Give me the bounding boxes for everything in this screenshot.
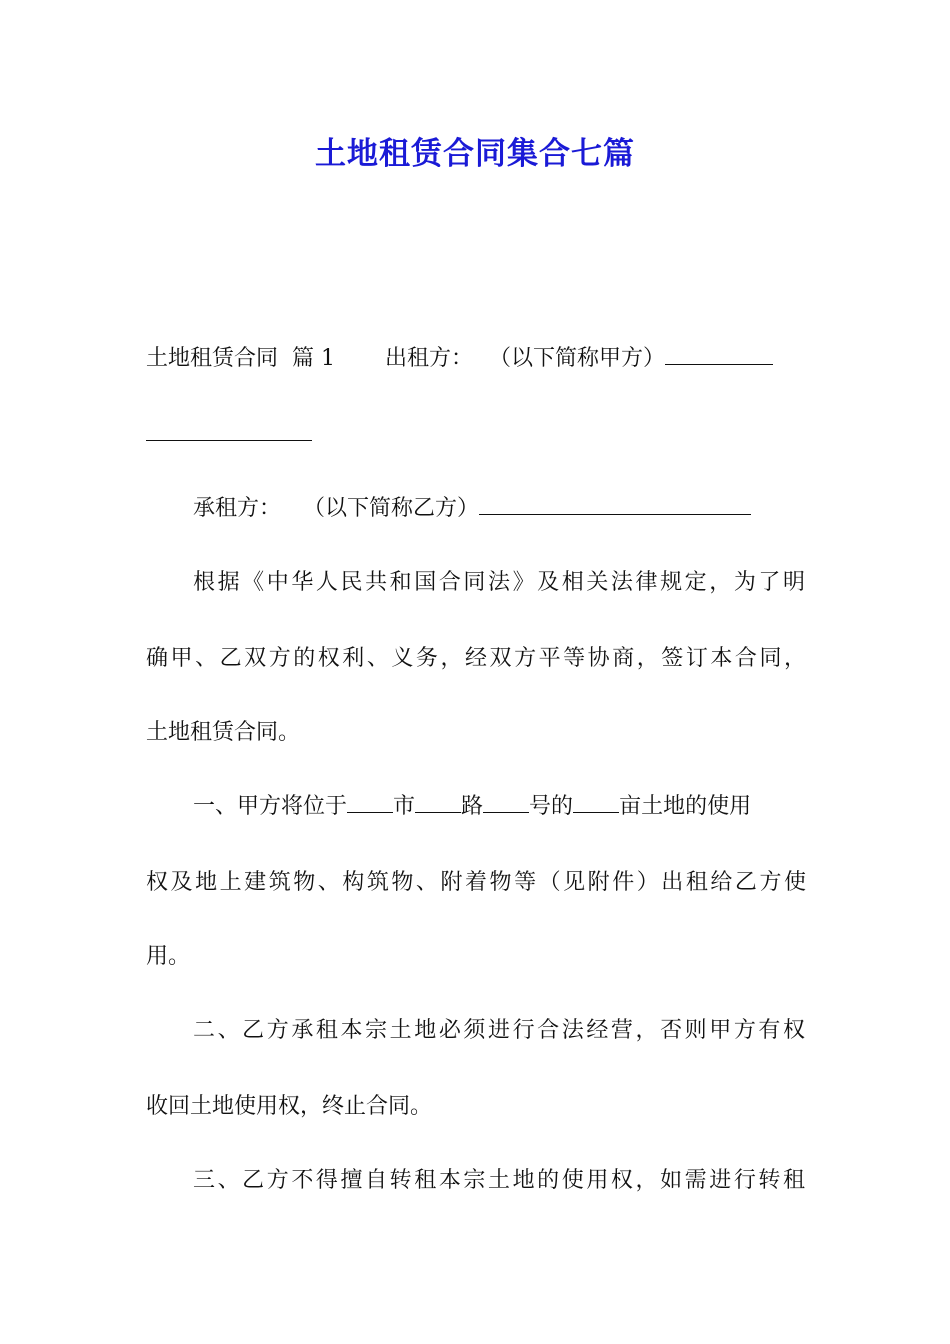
intro-line-1: 根据《中华人民共和国合同法》及相关法律规定，为了明 <box>193 570 805 595</box>
contract-header-line <box>146 344 806 374</box>
clause-1-part-c: 路 <box>461 794 484 819</box>
lessee-line <box>193 494 805 524</box>
road-blank <box>415 792 461 813</box>
clause-2-line-2: 收回土地使用权，终止合同。 <box>146 1094 433 1119</box>
clause-1-part-e: 亩土地的使用 <box>619 794 752 819</box>
lessee-label: 承租方： <box>193 496 282 521</box>
clause-1-part-d: 号的 <box>529 794 574 819</box>
number-blank <box>483 792 529 813</box>
intro-line-3: 土地租赁合同。 <box>146 720 301 745</box>
clause-1-line-3: 用。 <box>146 944 191 969</box>
lessor-name-blank <box>665 344 773 365</box>
section-title: 土地租赁合同 <box>146 346 279 371</box>
clause-1-part-b: 市 <box>393 794 416 819</box>
lessor-name-blank-2 <box>146 420 312 441</box>
area-blank <box>573 792 619 813</box>
lessor-name-blank-continued <box>146 420 806 450</box>
clause-2-line-1: 二、乙方承租本宗土地必须进行合法经营，否则甲方有权 <box>193 1018 805 1043</box>
lessor-note: （以下简称甲方） <box>489 346 666 371</box>
lessee-note: （以下简称乙方） <box>303 496 480 521</box>
intro-line-2: 确甲、乙双方的权利、义务，经双方平等协商，签订本合同， <box>146 646 806 671</box>
lessee-name-blank <box>479 494 751 515</box>
city-blank <box>347 792 393 813</box>
clause-1-line-2: 权及地上建筑物、构筑物、附着物等（见附件）出租给乙方使 <box>146 870 806 895</box>
clause-1-part-a: 一、甲方将位于 <box>193 794 348 819</box>
clause-3-line-1: 三、乙方不得擅自转租本宗土地的使用权，如需进行转租 <box>193 1168 805 1193</box>
lessor-label: 出租方： <box>385 346 474 371</box>
document-title: 土地租赁合同集合七篇 <box>315 136 635 172</box>
section-number: 篇 1 <box>292 346 336 371</box>
clause-1-line-1 <box>193 792 805 822</box>
